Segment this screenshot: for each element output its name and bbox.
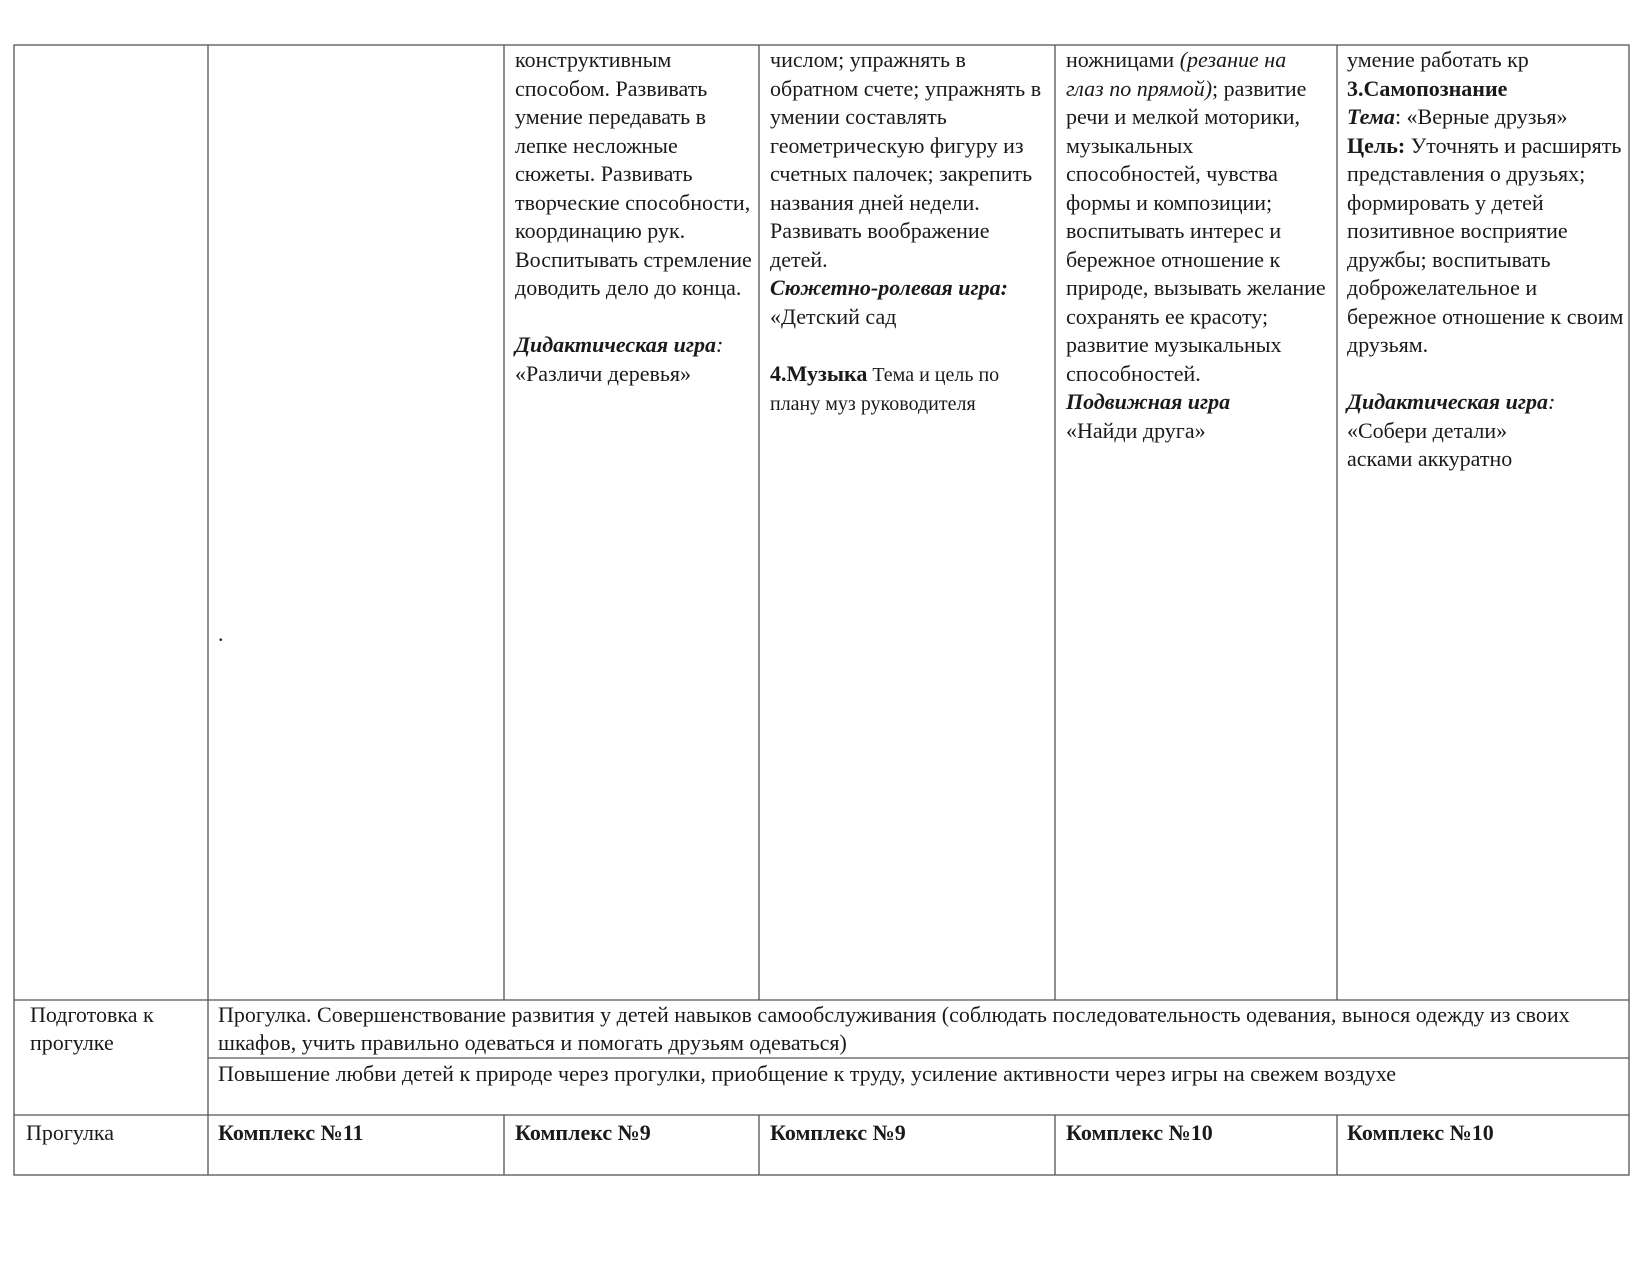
col5-game-name: «Найди друга» (1066, 417, 1206, 443)
col6-line1: умение работать кр (1347, 47, 1529, 72)
col6-theme: Тема: «Верные друзья» (1347, 104, 1568, 129)
prep-row-line2: Повышение любви детей к природе через прогулки, приобщение к труду, усиление активности через игры на свежем воздухе (218, 1061, 1396, 1086)
col3-game-heading: Дидактическая игра: (515, 332, 724, 357)
cell-col5-content (1066, 46, 1328, 445)
col4-text-2: Развивать воображение детей. (770, 218, 990, 272)
col6-goal-label: Цель: (1347, 132, 1406, 158)
col5-game-label: Подвижная игра (1066, 389, 1231, 414)
walk-row-label: Прогулка (26, 1120, 115, 1145)
col4-music-label: 4.Музыка (770, 360, 868, 386)
cell-col4-content (770, 46, 1052, 419)
walk-complex-col5: Комплекс №10 (1066, 1120, 1213, 1145)
col6-theme-label: Тема (1347, 104, 1395, 129)
col6-goal: Цель: Уточнять и расширять представления о друзьях; формировать у детей позитивное восприятие дружбы; воспитывать доброжелательное и бережное отношение к своим друзьям. (1347, 132, 1624, 357)
col4-role-game-name: «Детский сад (770, 303, 897, 329)
col3-game-name: «Различи деревья» (515, 360, 692, 386)
col6-section-title: 3.Самопознание (1347, 75, 1508, 101)
col4-text: числом; упражнять в обратном счете; упражнять в умении составлять геометрическую фигуру из счетных палочек; закрепить названия дней недели. (770, 47, 1042, 215)
cell-col6-content (1347, 46, 1625, 474)
walk-complex-col4: Комплекс №9 (770, 1120, 906, 1145)
col6-tail: асками аккуратно (1347, 446, 1513, 471)
walk-complex-col6: Комплекс №10 (1347, 1120, 1494, 1145)
col6-game-heading: Дидактическая игра: (1347, 389, 1556, 414)
col6-game-label: Дидактическая игра (1347, 389, 1548, 414)
col6-game-name: «Собери детали» (1347, 417, 1508, 443)
prep-row-line1: Прогулка. Совершенствование развития у детей навыков самообслуживания (соблюдать последовательность одевания, вынося одежду из своих шкафов, учить правильно одеваться и помогать друзьям одеваться) (218, 1002, 1570, 1055)
prep-row-label: Подготовка к прогулке (30, 1002, 154, 1055)
walk-complex-col2: Комплекс №11 (218, 1120, 364, 1145)
cell-col3-content (515, 46, 755, 388)
col5-text: ножницами (резание на глаз по прямой); развитие речи и мелкой моторики, музыкальных способностей, чувства формы и композиции; воспитывать интерес и бережное отношение к природе, вызывать желание сохранять ее красоту; развитие музыкальных способностей. (1066, 47, 1326, 386)
column2-dot: . (218, 621, 224, 646)
col4-music (770, 360, 1052, 419)
col3-game-label: Дидактическая игра (515, 332, 716, 357)
col3-text: конструктивным способом. Развивать умение передавать в лепке несложные сюжеты. Развивать творческие способности, координацию рук. Воспитывать стремление доводить дело до конца. (515, 47, 752, 300)
col4-music-text: Тема и цель по плану муз руководителя (770, 363, 1000, 415)
col4-role-game-label: Сюжетно-ролевая игра: (770, 275, 1008, 300)
walk-complex-col3: Комплекс №9 (515, 1120, 651, 1145)
